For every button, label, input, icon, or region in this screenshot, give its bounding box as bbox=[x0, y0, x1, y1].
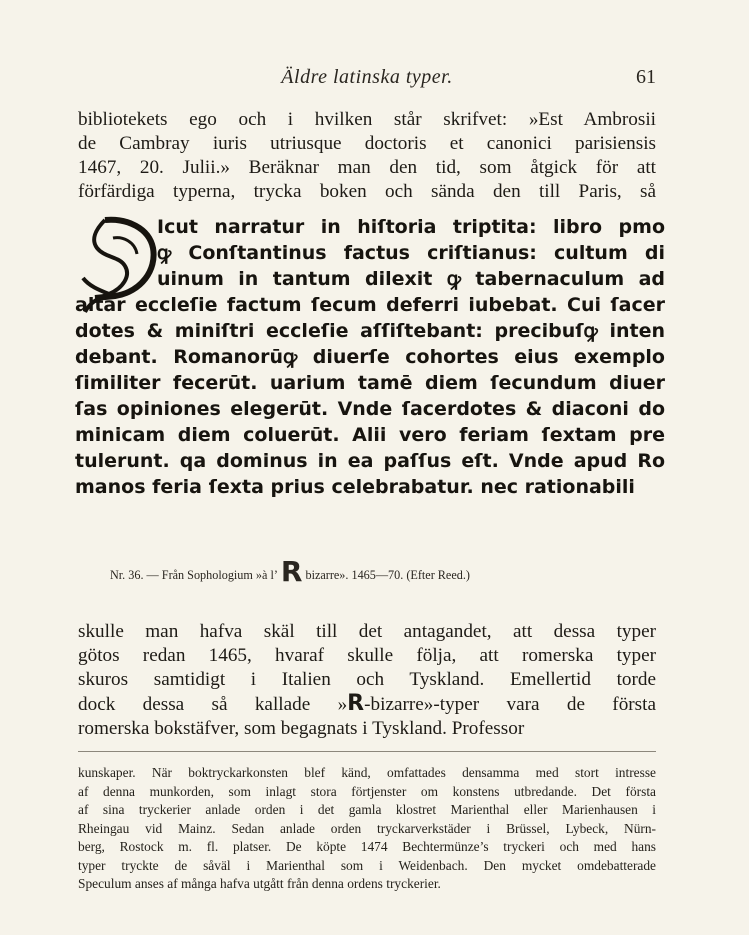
text-line: de Cambray iuris utriusque doctoris et canonici parisiensis bbox=[78, 133, 656, 154]
caption-glyph: R bbox=[280, 555, 303, 588]
text-line: romerska bokstäfver, som begagnats i Tyskland. Professor bbox=[78, 718, 525, 739]
footnote-line: af sina tryckerier anlade orden i det gamla klostret Marienthal eller Marienhausen i bbox=[78, 802, 656, 817]
text-line: skuros samtidigt i Italien och Tyskland. Emellertid torde bbox=[78, 669, 656, 690]
caption-after: bizarre». 1465—70. (Efter Reed.) bbox=[305, 568, 470, 582]
page-number: 61 bbox=[636, 66, 656, 88]
text-line: bibliotekets ego och i hvilken står skrifvet: »Est Ambrosii bbox=[78, 109, 656, 130]
paragraph-bottom bbox=[78, 620, 656, 741]
specimen-line: uinum in tantum dilexit ꝙ tabernaculum ad bbox=[157, 268, 665, 290]
running-head bbox=[78, 66, 656, 92]
footnote-line: Speculum anses af många hafva utgått från denna ordens tryckerier. bbox=[78, 876, 441, 891]
footnote-line: kunskaper. När boktryckarkonsten blef känd, omfattades densamma med stort intresse bbox=[78, 765, 656, 780]
text-line: förfärdiga typerna, trycka boken och sända den till Paris, så bbox=[78, 181, 656, 202]
inline-glyph: R bbox=[347, 691, 365, 716]
specimen-line: Icut narratur in hiſtoria triptita: libro pmo bbox=[157, 216, 665, 238]
specimen-line: ſas opiniones elegerūt. Vnde ſacerdotes & diaconi do bbox=[75, 398, 665, 420]
specimen-text bbox=[75, 214, 665, 500]
footnote-line: typer tryckte de såväl i Marienthal som i Weidenbach. Den mycket omdebatterade bbox=[78, 857, 656, 873]
specimen-line: manos feria ſexta prius celebrabatur. nec rationabili bbox=[75, 476, 635, 498]
text-line: 1467, 20. Julii.» Beräknar man den tid, som åtgick för att bbox=[78, 157, 656, 178]
specimen-line: minicam diem coluerūt. Alii vero feriam ſextam pre bbox=[75, 424, 665, 446]
specimen-line: ꝙ Conſtantinus factus criſtianus: cultum di bbox=[157, 242, 665, 264]
footnote-rule bbox=[78, 751, 656, 752]
specimen-line: tulerunt. qa dominus in ea paſſus eſt. Vnde apud Ro bbox=[75, 450, 665, 472]
text-line: götos redan 1465, hvaraf skulle följa, att romerska typer bbox=[78, 645, 656, 666]
specimen-line: debant. Romanorūꝙ diuerſe cohortes eius exemplo bbox=[75, 346, 665, 368]
footnote bbox=[78, 764, 656, 894]
running-title: Äldre latinska typer. bbox=[281, 66, 453, 88]
specimen-line: ſimiliter fecerūt. uarium tamē diem ſecundum diuer bbox=[75, 372, 665, 394]
specimen-line: dotes & miniſtri eccleſie aſſiſtebant: precibuſꝙ inten bbox=[75, 320, 665, 342]
figure-caption bbox=[110, 556, 630, 590]
text-fragment: -bizarre»-typer vara de första bbox=[364, 694, 656, 715]
text-fragment: dock dessa så kallade » bbox=[78, 694, 348, 715]
footnote-line: af denna munkorden, som inlagt stora förtjenster om konstens utbredande. Det första bbox=[78, 783, 656, 799]
footnote-line: berg, Rostock m. fl. platser. De köpte 1474 Bechtermünze’s tryckeri och med hans bbox=[78, 839, 656, 854]
caption-before: Nr. 36. — Från Sophologium »à l’ bbox=[110, 568, 278, 582]
text-line: skulle man hafva skäl till det antagandet, att dessa typer bbox=[78, 621, 656, 642]
text-line-with-glyph bbox=[78, 692, 656, 717]
type-specimen bbox=[75, 214, 665, 554]
specimen-line: altar eccleſie factum ſecum deferri iubebat. Cui ſacer bbox=[75, 294, 665, 316]
footnote-line: Rheingau vid Mainz. Sedan anlade orden tryckarverkstäder i Brüssel, Lybeck, Nürn- bbox=[78, 820, 656, 836]
paragraph-top bbox=[78, 108, 656, 204]
